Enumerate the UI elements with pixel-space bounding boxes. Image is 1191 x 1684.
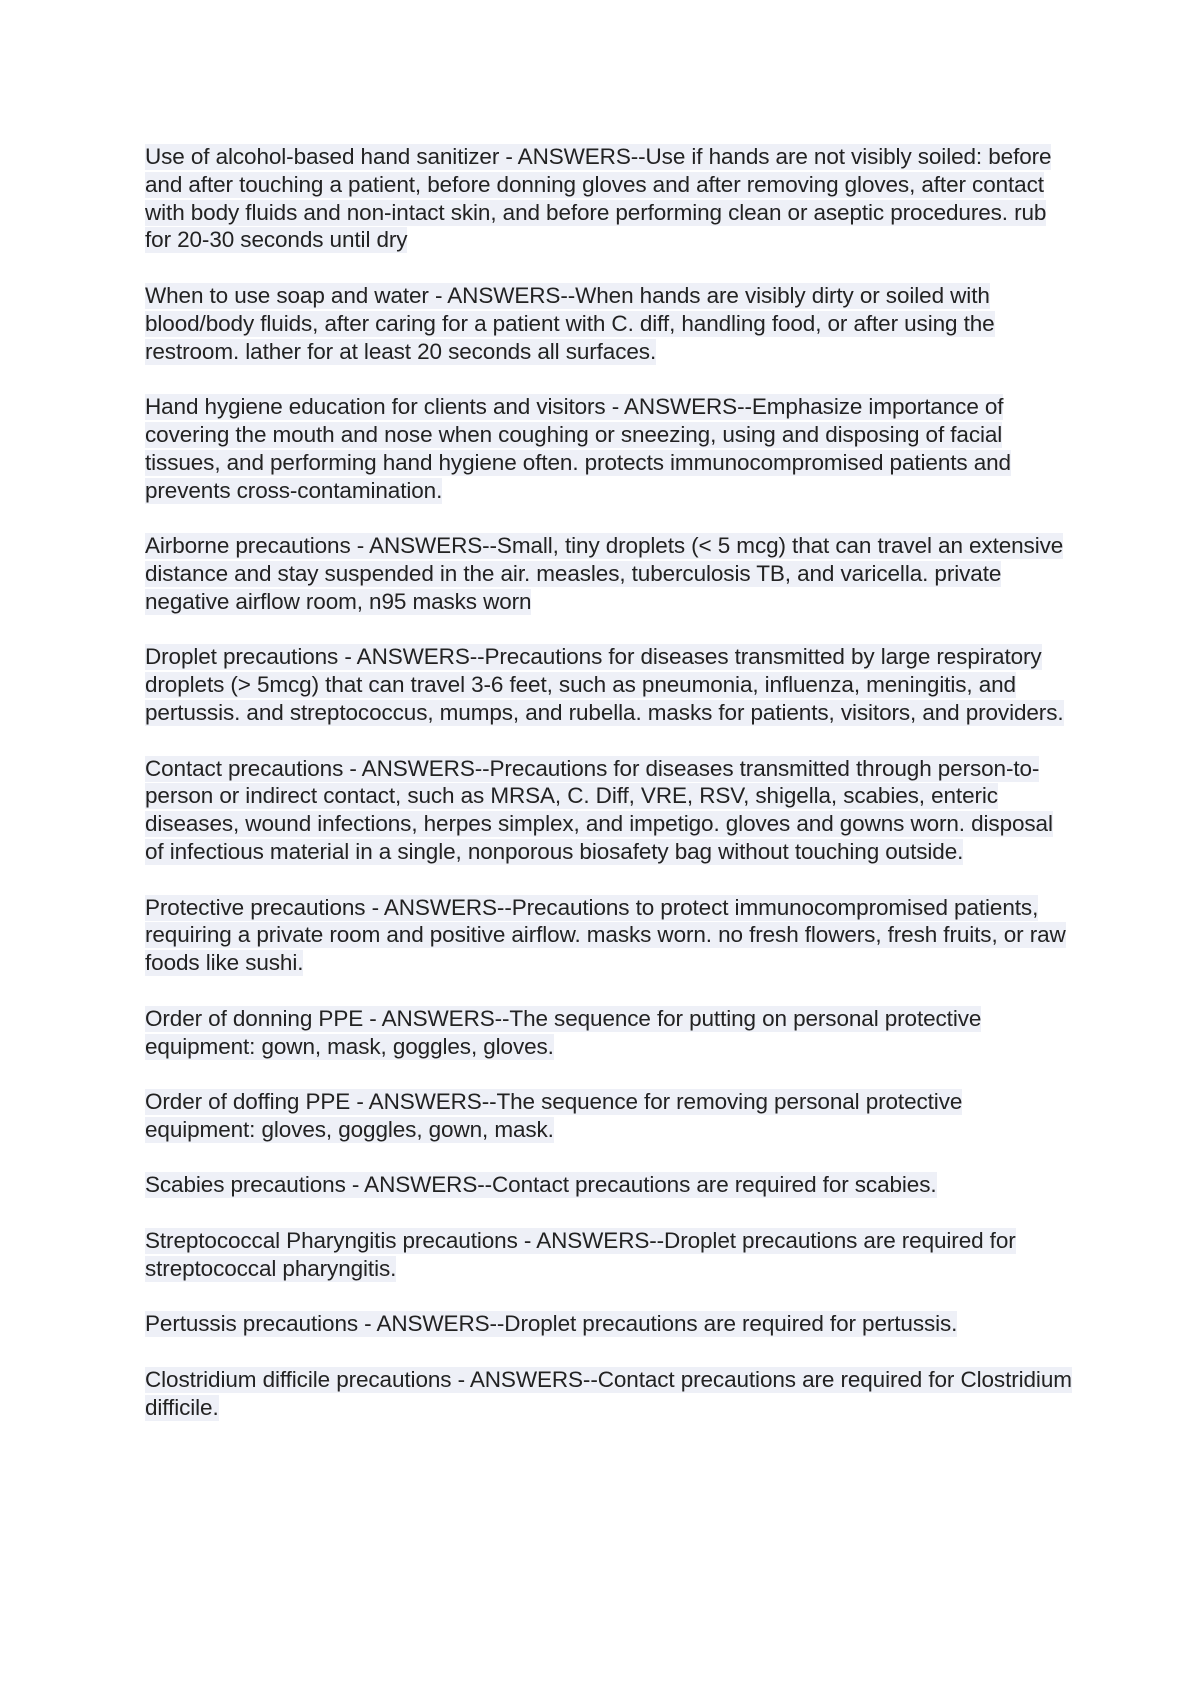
entry-text: Airborne precautions - ANSWERS--Small, tiny droplets (< 5 mcg) that can travel an extensive distance and stay suspended in the air. measles, tuberculosis TB, and varicella. private negative airflow room, n95 masks worn [145,533,1064,614]
flashcard-entry [145,393,1075,504]
flashcard-entry [145,894,1075,977]
flashcard-entry [145,755,1075,866]
flashcard-list [145,143,1075,1449]
entry-text: Hand hygiene education for clients and visitors - ANSWERS--Emphasize importance of covering the mouth and nose when coughing or sneezing, using and disposing of facial tissues, and performing hand hygiene often. protects immunocompromised patients and prevents cross-contamination. [145,394,1011,503]
flashcard-entry [145,1088,1075,1144]
flashcard-entry [145,143,1075,254]
entry-text: Pertussis precautions - ANSWERS--Droplet precautions are required for pertussis. [145,1311,958,1337]
flashcard-entry [145,1005,1075,1061]
flashcard-entry [145,1310,1075,1338]
flashcard-entry [145,532,1075,615]
entry-text: Droplet precautions - ANSWERS--Precautions for diseases transmitted by large respiratory droplets (> 5mcg) that can travel 3-6 feet, such as pneumonia, influenza, meningitis, and pertussis. and streptococcus, mumps, and rubella. masks for patients, visitors, and providers. [145,644,1064,725]
entry-text: Order of donning PPE - ANSWERS--The sequence for putting on personal protective equipment: gown, mask, goggles, gloves. [145,1005,982,1059]
entry-text: Scabies precautions - ANSWERS--Contact precautions are required for scabies. [145,1172,937,1198]
flashcard-entry [145,643,1075,726]
entry-text: Streptococcal Pharyngitis precautions - ANSWERS--Droplet precautions are required for streptococcal pharyngitis. [145,1228,1016,1281]
entry-text: Clostridium difficile precautions - ANSWERS--Contact precautions are required for Clostridium difficile. [145,1367,1072,1420]
flashcard-entry [145,1171,1075,1199]
entry-text: Order of doffing PPE - ANSWERS--The sequence for removing personal protective equipment: gloves, goggles, gown, mask. [145,1089,963,1142]
flashcard-entry [145,282,1075,365]
entry-text: Use of alcohol-based hand sanitizer - ANSWERS--Use if hands are not visibly soiled: before and after touching a patient, before donning gloves and after removing gloves, after contact with body fluids and non-intact skin, and before performing clean or aseptic procedures. rub for 20-30 seconds until dry [145,144,1052,253]
flashcard-entry [145,1366,1075,1422]
entry-text: Protective precautions - ANSWERS--Precautions to protect immunocompromised patients, requiring a private room and positive airflow. masks worn. no fresh flowers, fresh fruits, or raw foods like sushi. [145,894,1066,976]
entry-text: Contact precautions - ANSWERS--Precautions for diseases transmitted through person-to-person or indirect contact, such as MRSA, C. Diff, VRE, RSV, shigella, scabies, enteric diseases, wound infections, herpes simplex, and impetigo. gloves and gowns worn. disposal of infectious material in a single, nonporous biosafety bag without touching outside. [145,755,1053,864]
flashcard-entry [145,1227,1075,1283]
entry-text: When to use soap and water - ANSWERS--When hands are visibly dirty or soiled with blood/body fluids, after caring for a patient with C. diff, handling food, or after using the restroom. lather for at least 20 seconds all surfaces. [145,282,995,364]
